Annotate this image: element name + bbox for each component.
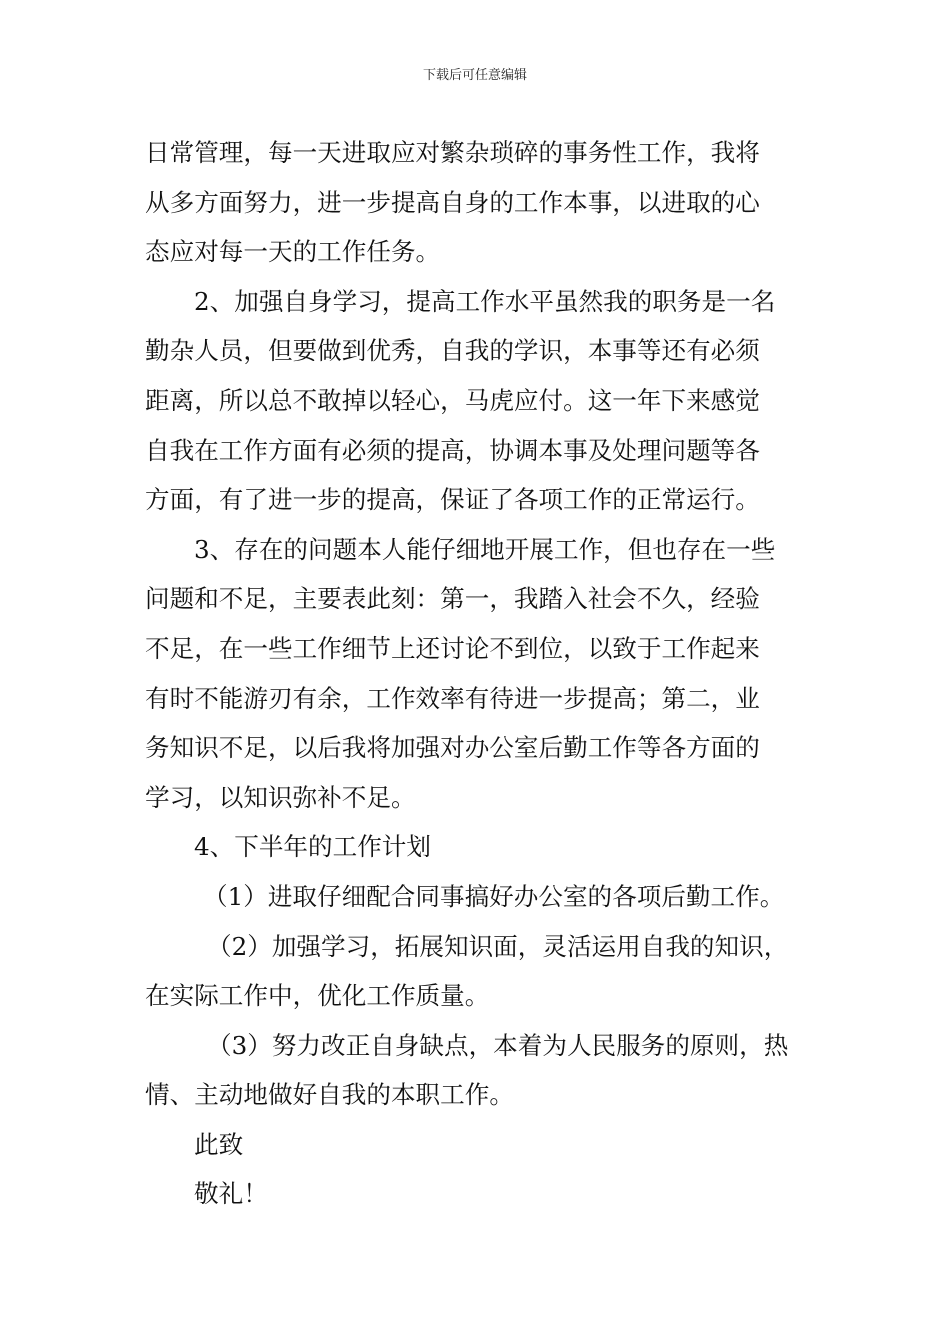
page-header: 下载后可任意编辑	[422, 68, 527, 83]
closing-salutation: 此致	[194, 1129, 244, 1159]
text-line: 学习，以知识弥补不足。	[145, 782, 416, 812]
text-line: 自我在工作方面有必须的提高，协调本事及处理问题等各	[145, 435, 760, 465]
text-line: 问题和不足，主要表此刻：第一，我踏入社会不久，经验	[145, 584, 760, 614]
document-body	[145, 128, 810, 1219]
text-line: 务知识不足，以后我将加强对办公室后勤工作等各方面的	[145, 733, 760, 763]
text-line: 情、主动地做好自我的本职工作。	[145, 1080, 514, 1110]
list-item: （3）努力改正自身缺点，本着为人民服务的原则，热	[207, 1030, 789, 1060]
text-line: 方面，有了进一步的提高，保证了各项工作的正常运行。	[145, 485, 760, 515]
text-line: 距离，所以总不敢掉以轻心，马虎应付。这一年下来感觉	[145, 385, 760, 415]
paragraph-start: 3、存在的问题本人能仔细地开展工作，但也存在一些	[194, 534, 776, 564]
paragraph-start: 2、加强自身学习，提高工作水平虽然我的职务是一名	[194, 286, 776, 316]
list-item: （2）加强学习，拓展知识面，灵活运用自我的知识，	[207, 931, 789, 961]
text-line: 勤杂人员，但要做到优秀，自我的学识，本事等还有必须	[145, 336, 760, 366]
list-item: （1）进取仔细配合同事搞好办公室的各项后勤工作。	[203, 881, 785, 911]
text-line: 态应对每一天的工作任务。	[145, 237, 441, 267]
text-line: 不足，在一些工作细节上还讨论不到位，以致于工作起来	[145, 633, 760, 663]
text-line: 在实际工作中，优化工作质量。	[145, 981, 490, 1011]
text-line: 有时不能游刃有余，工作效率有待进一步提高；第二，业	[145, 683, 760, 713]
closing-regards: 敬礼！	[194, 1179, 268, 1209]
text-line: 从多方面努力，进一步提高自身的工作本事，以进取的心	[145, 187, 760, 217]
text-line: 日常管理，每一天进取应对繁杂琐碎的事务性工作，我将	[145, 138, 760, 167]
section-heading: 4、下半年的工作计划	[194, 832, 431, 862]
